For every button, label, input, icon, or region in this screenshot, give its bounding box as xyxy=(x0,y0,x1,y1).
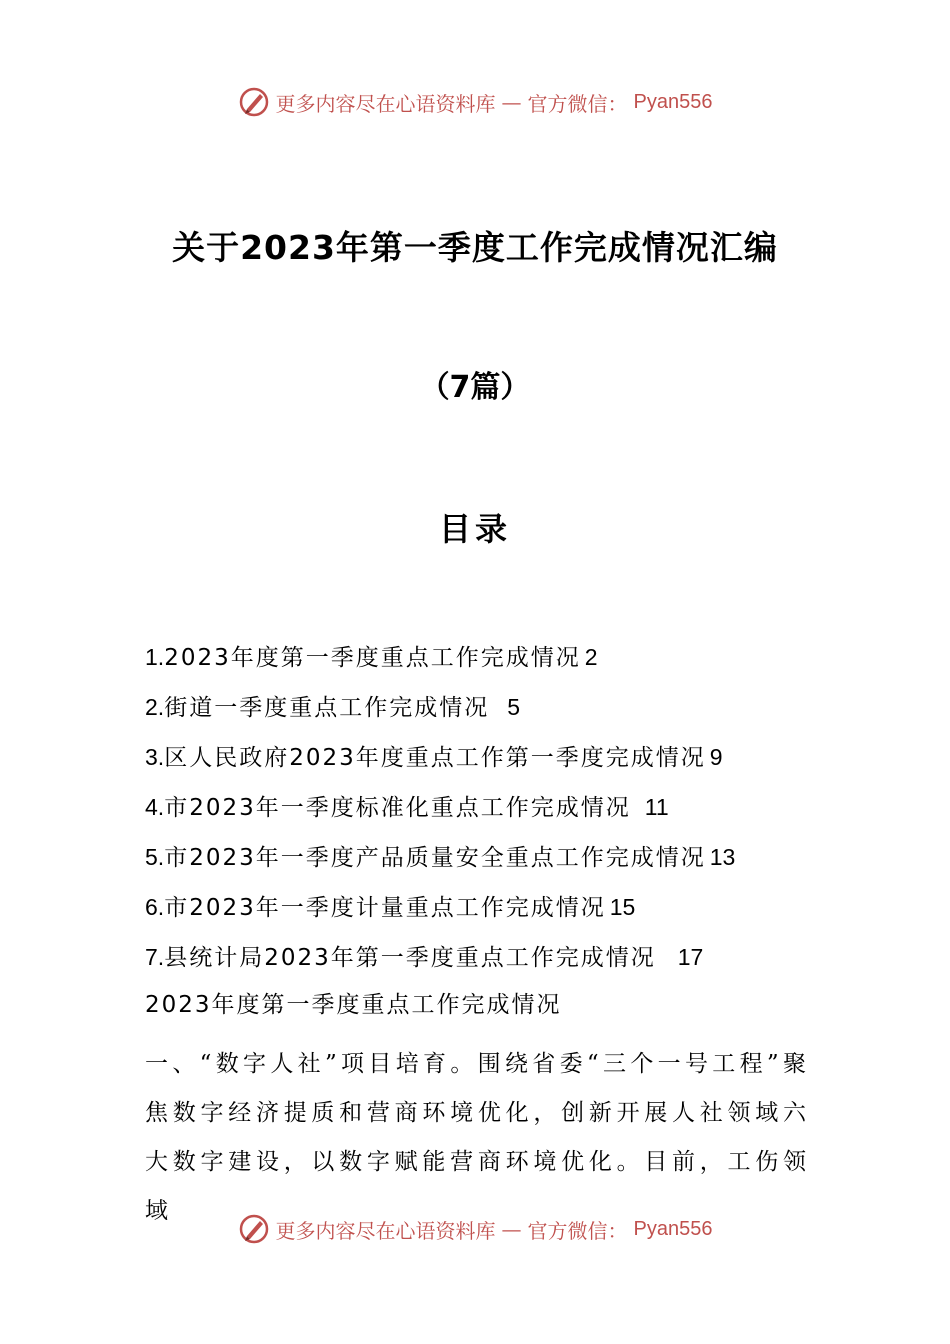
watermark-dash: — xyxy=(501,90,522,114)
watermark-dash: — xyxy=(501,1217,522,1241)
document-title: 关于2023年第一季度工作完成情况汇编 xyxy=(172,228,778,267)
toc-item-title: 2023年度第一季度重点工作完成情况 xyxy=(164,645,581,671)
header-watermark xyxy=(0,86,950,118)
toc-item-title: 市2023年一季度计量重点工作完成情况 xyxy=(164,895,606,921)
toc-item[interactable]: 2.街道一季度重点工作完成情况 5 xyxy=(145,694,520,721)
toc-item[interactable]: 7.县统计局2023年第一季度重点工作完成情况 17 xyxy=(145,944,704,971)
toc-item-title: 市2023年一季度标准化重点工作完成情况 xyxy=(164,795,631,821)
section-heading: 2023年度第一季度重点工作完成情况 xyxy=(145,992,562,1018)
toc-item-page: 5 xyxy=(507,694,520,720)
document-subtitle: （7篇） xyxy=(419,370,531,405)
watermark-wechat-id: Pyan556 xyxy=(633,90,713,113)
toc-item-title: 区人民政府2023年度重点工作第一季度完成情况 xyxy=(164,745,706,771)
toc-item-page: 13 xyxy=(709,844,736,870)
toc-heading: 目录 xyxy=(438,510,511,548)
toc-item[interactable]: 4.市2023年一季度标准化重点工作完成情况 11 xyxy=(145,794,669,821)
pen-logo-icon xyxy=(238,86,270,118)
toc-item[interactable]: 6.市2023年一季度计量重点工作完成情况 15 xyxy=(145,894,636,921)
body-paragraph: 一、“数字人社”项目培育。围绕省委“三个一号工程”聚焦数字经济提质和营商环境优化，创新开展人社领域六大数字建设，以数字赋能营商环境优化。目前，工伤领域 xyxy=(145,1051,810,1224)
watermark-text: 更多内容尽在心语资料库 xyxy=(275,91,496,116)
footer-watermark xyxy=(0,1213,950,1245)
toc-item-page: 2 xyxy=(584,644,598,670)
toc-item-page: 9 xyxy=(709,744,723,770)
toc-item-page: 15 xyxy=(609,894,636,920)
watermark-wechat-label: 官方微信： xyxy=(527,1218,628,1243)
pen-logo-icon xyxy=(238,1213,270,1245)
toc-item[interactable]: 5.市2023年一季度产品质量安全重点工作完成情况 13 xyxy=(145,844,736,871)
toc-item[interactable]: 3.区人民政府2023年度重点工作第一季度完成情况 9 xyxy=(145,744,723,771)
toc-item-page: 17 xyxy=(677,944,704,970)
toc-item[interactable]: 1.2023年度第一季度重点工作完成情况 2 xyxy=(145,644,598,671)
watermark-wechat-id: Pyan556 xyxy=(633,1217,713,1240)
watermark-wechat-label: 官方微信： xyxy=(527,91,628,116)
toc-item-title: 县统计局2023年第一季度重点工作完成情况 xyxy=(164,945,656,971)
toc-item-page: 11 xyxy=(644,794,669,820)
toc-item-title: 市2023年一季度产品质量安全重点工作完成情况 xyxy=(164,845,706,871)
toc-item-title: 街道一季度重点工作完成情况 xyxy=(164,695,490,721)
table-of-contents xyxy=(145,640,825,990)
watermark-text: 更多内容尽在心语资料库 xyxy=(275,1218,496,1243)
